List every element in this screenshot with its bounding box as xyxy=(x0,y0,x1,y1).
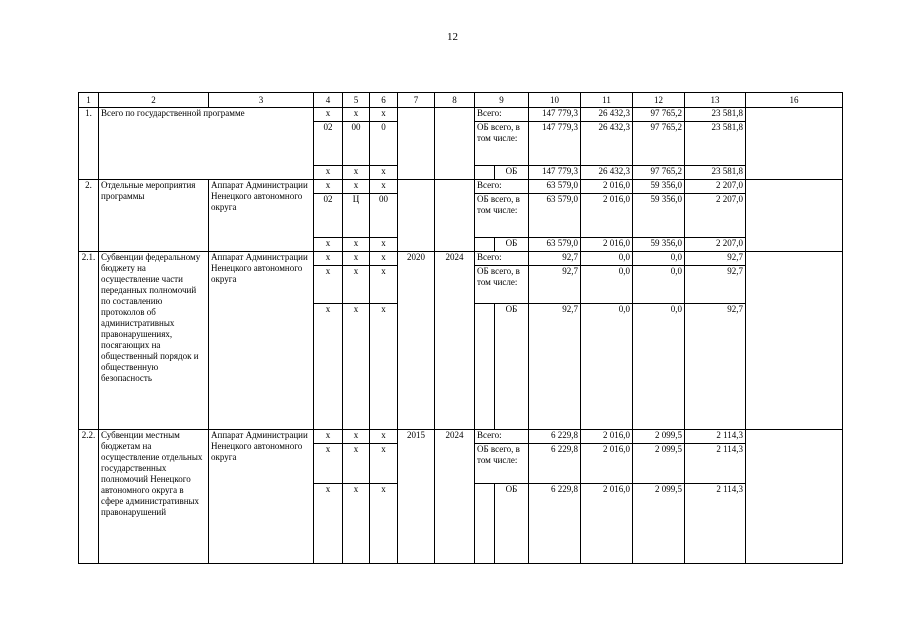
value-col-11: 2 016,0 xyxy=(581,238,633,252)
source-spacer xyxy=(475,304,495,430)
value-col-16 xyxy=(746,108,843,180)
column-header: 4 xyxy=(314,93,343,108)
value-col-11: 26 432,3 xyxy=(581,108,633,122)
budget-table xyxy=(78,92,843,564)
source-label: Всего: xyxy=(475,430,529,444)
code-cell-4: х xyxy=(314,238,343,252)
column-header: 1 xyxy=(79,93,99,108)
source-label: ОБ всего, в том числе: xyxy=(475,266,529,304)
code-cell-6: х xyxy=(370,266,398,304)
source-label: Всего: xyxy=(475,252,529,266)
value-col-13: 2 207,0 xyxy=(685,238,746,252)
column-header: 8 xyxy=(435,93,475,108)
source-label: ОБ всего, в том числе: xyxy=(475,194,529,238)
value-col-12: 0,0 xyxy=(633,266,685,304)
value-col-13: 2 114,3 xyxy=(685,430,746,444)
source-label: Всего: xyxy=(475,180,529,194)
code-cell-5: х xyxy=(343,166,370,180)
value-col-11: 0,0 xyxy=(581,252,633,266)
table-row xyxy=(79,252,843,266)
code-cell-5: х xyxy=(343,444,370,484)
column-header-row xyxy=(79,93,843,108)
code-cell-4: х xyxy=(314,430,343,444)
value-col-12: 2 099,5 xyxy=(633,430,685,444)
code-cell-4: х xyxy=(314,180,343,194)
code-cell-4: х xyxy=(314,444,343,484)
column-header: 5 xyxy=(343,93,370,108)
value-col-12: 97 765,2 xyxy=(633,122,685,166)
table-row xyxy=(79,180,843,194)
column-header: 10 xyxy=(529,93,581,108)
value-col-13: 2 207,0 xyxy=(685,194,746,238)
column-header: 7 xyxy=(398,93,435,108)
value-col-11: 2 016,0 xyxy=(581,180,633,194)
column-header: 6 xyxy=(370,93,398,108)
value-col-13: 2 114,3 xyxy=(685,444,746,484)
code-cell-5: х xyxy=(343,430,370,444)
year-end xyxy=(435,180,475,252)
value-col-10: 6 229,8 xyxy=(529,484,581,564)
value-col-10: 92,7 xyxy=(529,266,581,304)
section-name: Всего по государственной программе xyxy=(99,108,314,180)
value-col-13: 23 581,8 xyxy=(685,108,746,122)
source-label: ОБ всего, в том числе: xyxy=(475,122,529,166)
value-col-10: 147 779,3 xyxy=(529,108,581,122)
value-col-11: 2 016,0 xyxy=(581,194,633,238)
code-cell-4: х xyxy=(314,484,343,564)
value-col-10: 6 229,8 xyxy=(529,430,581,444)
code-cell-5: Ц xyxy=(343,194,370,238)
column-header: 2 xyxy=(99,93,209,108)
code-cell-6: х xyxy=(370,108,398,122)
value-col-12: 97 765,2 xyxy=(633,166,685,180)
source-label: ОБ xyxy=(495,304,529,430)
column-header: 3 xyxy=(209,93,314,108)
value-col-11: 0,0 xyxy=(581,266,633,304)
table-row xyxy=(79,430,843,444)
section-executor: Аппарат Администрации Ненецкого автономного округа xyxy=(209,252,314,430)
source-label: ОБ xyxy=(495,166,529,180)
page-number: 12 xyxy=(447,31,458,43)
year-end xyxy=(435,108,475,180)
value-col-12: 59 356,0 xyxy=(633,238,685,252)
source-spacer xyxy=(475,484,495,564)
code-cell-5: х xyxy=(343,108,370,122)
value-col-12: 0,0 xyxy=(633,252,685,266)
code-cell-6: х xyxy=(370,166,398,180)
section-name: Отдельные мероприятия программы xyxy=(99,180,209,252)
code-cell-6: х xyxy=(370,304,398,430)
value-col-10: 63 579,0 xyxy=(529,180,581,194)
value-col-16 xyxy=(746,180,843,252)
code-cell-5: х xyxy=(343,180,370,194)
value-col-12: 0,0 xyxy=(633,304,685,430)
section-name: Субвенции федеральному бюджету на осуществление части переданных полномочий по составлению протоколов об административных правонарушениях, посягающих на общественный порядок и общественную безопасность xyxy=(99,252,209,430)
value-col-11: 2 016,0 xyxy=(581,430,633,444)
code-cell-4: 02 xyxy=(314,194,343,238)
value-col-10: 92,7 xyxy=(529,252,581,266)
value-col-12: 2 099,5 xyxy=(633,484,685,564)
value-col-11: 26 432,3 xyxy=(581,122,633,166)
code-cell-5: х xyxy=(343,252,370,266)
year-start: 2020 xyxy=(398,252,435,430)
value-col-12: 2 099,5 xyxy=(633,444,685,484)
value-col-16 xyxy=(746,252,843,430)
code-cell-5: х xyxy=(343,484,370,564)
value-col-11: 2 016,0 xyxy=(581,484,633,564)
value-col-13: 92,7 xyxy=(685,304,746,430)
code-cell-6: х xyxy=(370,484,398,564)
code-cell-4: х xyxy=(314,266,343,304)
section-number: 2. xyxy=(79,180,99,252)
value-col-12: 59 356,0 xyxy=(633,180,685,194)
value-col-13: 92,7 xyxy=(685,252,746,266)
code-cell-5: х xyxy=(343,304,370,430)
code-cell-4: х xyxy=(314,252,343,266)
value-col-11: 26 432,3 xyxy=(581,166,633,180)
section-name: Субвенции местным бюджетам на осуществление отдельных государственных полномочий Ненецкого автономного округа в сфере административных правонарушений xyxy=(99,430,209,564)
value-col-12: 97 765,2 xyxy=(633,108,685,122)
source-label: ОБ xyxy=(495,238,529,252)
code-cell-6: х xyxy=(370,252,398,266)
year-end: 2024 xyxy=(435,430,475,564)
code-cell-4: х xyxy=(314,108,343,122)
code-cell-4: 02 xyxy=(314,122,343,166)
year-start: 2015 xyxy=(398,430,435,564)
code-cell-6: х xyxy=(370,444,398,484)
value-col-13: 23 581,8 xyxy=(685,166,746,180)
code-cell-6: 00 xyxy=(370,194,398,238)
section-executor: Аппарат Администрации Ненецкого автономного округа xyxy=(209,180,314,252)
source-spacer xyxy=(475,238,495,252)
value-col-11: 2 016,0 xyxy=(581,444,633,484)
section-number: 2.1. xyxy=(79,252,99,430)
section-number: 1. xyxy=(79,108,99,180)
value-col-13: 2 207,0 xyxy=(685,180,746,194)
value-col-10: 6 229,8 xyxy=(529,444,581,484)
code-cell-5: х xyxy=(343,238,370,252)
code-cell-6: 0 xyxy=(370,122,398,166)
source-label: ОБ xyxy=(495,484,529,564)
section-executor: Аппарат Администрации Ненецкого автономного округа xyxy=(209,430,314,564)
value-col-13: 2 114,3 xyxy=(685,484,746,564)
column-header: 11 xyxy=(581,93,633,108)
value-col-10: 63 579,0 xyxy=(529,194,581,238)
code-cell-6: х xyxy=(370,238,398,252)
year-start xyxy=(398,180,435,252)
value-col-12: 59 356,0 xyxy=(633,194,685,238)
section-number: 2.2. xyxy=(79,430,99,564)
code-cell-4: х xyxy=(314,304,343,430)
column-header: 12 xyxy=(633,93,685,108)
value-col-10: 63 579,0 xyxy=(529,238,581,252)
code-cell-6: х xyxy=(370,430,398,444)
column-header: 13 xyxy=(685,93,746,108)
source-label: ОБ всего, в том числе: xyxy=(475,444,529,484)
code-cell-5: х xyxy=(343,266,370,304)
code-cell-5: 00 xyxy=(343,122,370,166)
year-start xyxy=(398,108,435,180)
value-col-11: 0,0 xyxy=(581,304,633,430)
year-end: 2024 xyxy=(435,252,475,430)
code-cell-4: х xyxy=(314,166,343,180)
source-label: Всего: xyxy=(475,108,529,122)
code-cell-6: х xyxy=(370,180,398,194)
column-header: 16 xyxy=(746,93,843,108)
source-spacer xyxy=(475,166,495,180)
value-col-16 xyxy=(746,430,843,564)
value-col-10: 147 779,3 xyxy=(529,122,581,166)
table-row xyxy=(79,108,843,122)
value-col-10: 147 779,3 xyxy=(529,166,581,180)
value-col-13: 23 581,8 xyxy=(685,122,746,166)
value-col-10: 92,7 xyxy=(529,304,581,430)
column-header: 9 xyxy=(475,93,529,108)
value-col-13: 92,7 xyxy=(685,266,746,304)
